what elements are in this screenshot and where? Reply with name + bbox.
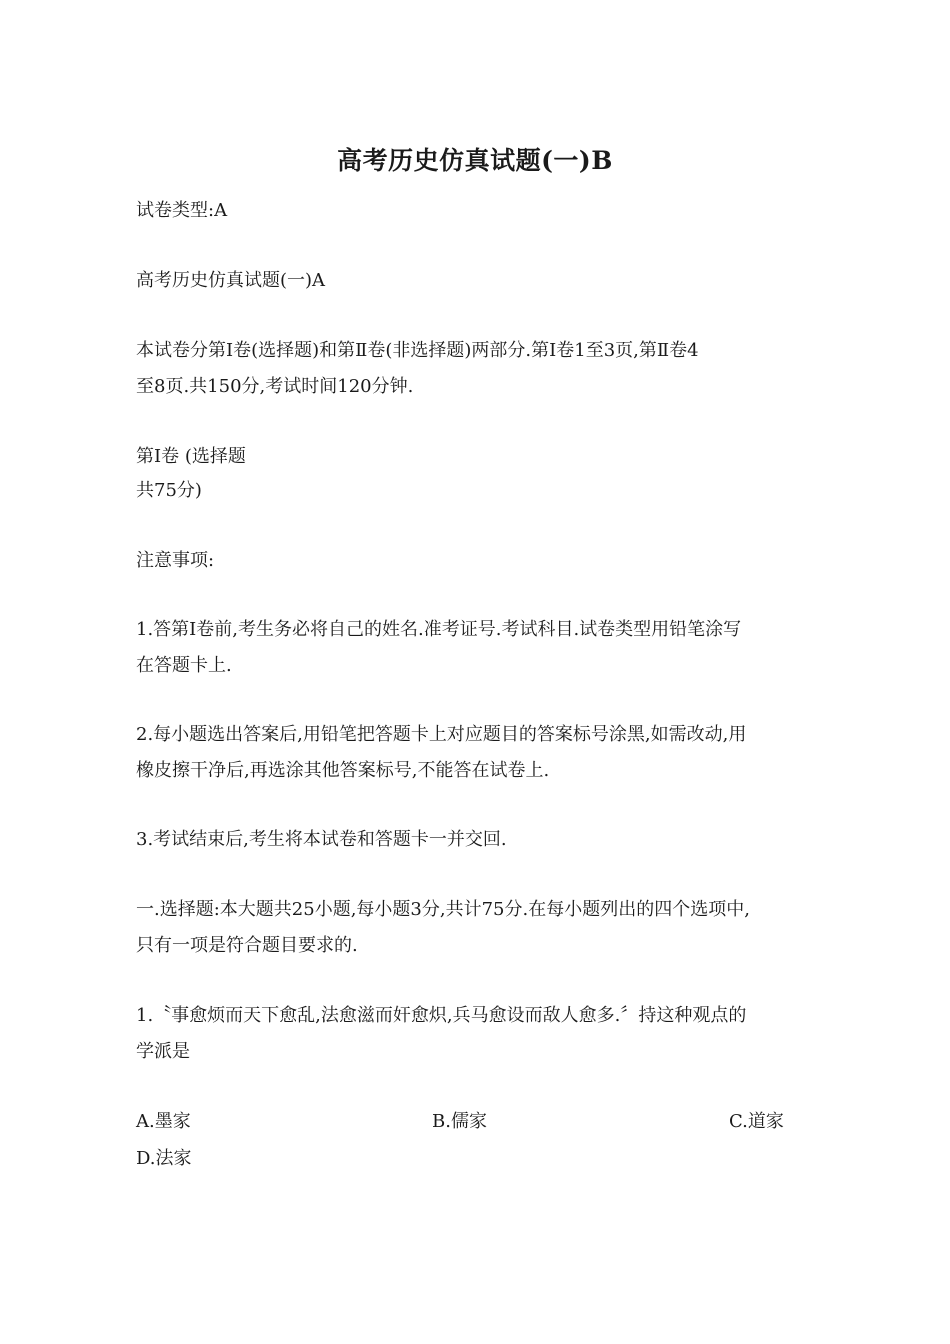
notice-2-line-1: 2.每小题选出答案后,用铅笔把答题卡上对应题目的答案标号涂黑,如需改动,用 [136, 724, 747, 745]
subtitle: 高考历史仿真试题(一)A [136, 270, 326, 291]
document-title: 高考历史仿真试题(一)B [337, 146, 613, 175]
question-1-option-b: B.儒家 [432, 1111, 487, 1132]
question-1-option-c: C.道家 [729, 1111, 784, 1132]
notice-heading: 注意事项: [136, 550, 215, 571]
notice-3: 3.考试结束后,考生将本试卷和答题卡一并交回. [136, 829, 507, 850]
part1-instructions-line-2: 只有一项是符合题目要求的. [136, 935, 358, 956]
part1-instructions-line-1: 一.选择题:本大题共25小题,每小题3分,共计75分.在每小题列出的四个选项中, [136, 899, 750, 920]
question-1-option-d: D.法家 [136, 1148, 192, 1169]
intro-line-1: 本试卷分第Ⅰ卷(选择题)和第Ⅱ卷(非选择题)两部分.第Ⅰ卷1至3页,第Ⅱ卷4 [136, 340, 699, 361]
section1-heading-line-1: 第Ⅰ卷 (选择题 [136, 446, 246, 467]
notice-1-line-2: 在答题卡上. [136, 655, 232, 676]
intro-line-2: 至8页.共150分,考试时间120分钟. [136, 376, 414, 397]
question-1-line-1: 1.〝事愈烦而天下愈乱,法愈滋而奸愈炽,兵马愈设而敌人愈多.〞持这种观点的 [136, 1005, 747, 1026]
notice-1-line-1: 1.答第Ⅰ卷前,考生务必将自己的姓名.准考证号.考试科目.试卷类型用铅笔涂写 [136, 619, 742, 640]
notice-2-line-2: 橡皮擦干净后,再选涂其他答案标号,不能答在试卷上. [136, 760, 550, 781]
section1-heading-line-2: 共75分) [136, 480, 202, 501]
question-1-line-2: 学派是 [136, 1041, 190, 1062]
paper-type: 试卷类型:A [136, 200, 228, 221]
question-1-option-a: A.墨家 [136, 1111, 191, 1132]
